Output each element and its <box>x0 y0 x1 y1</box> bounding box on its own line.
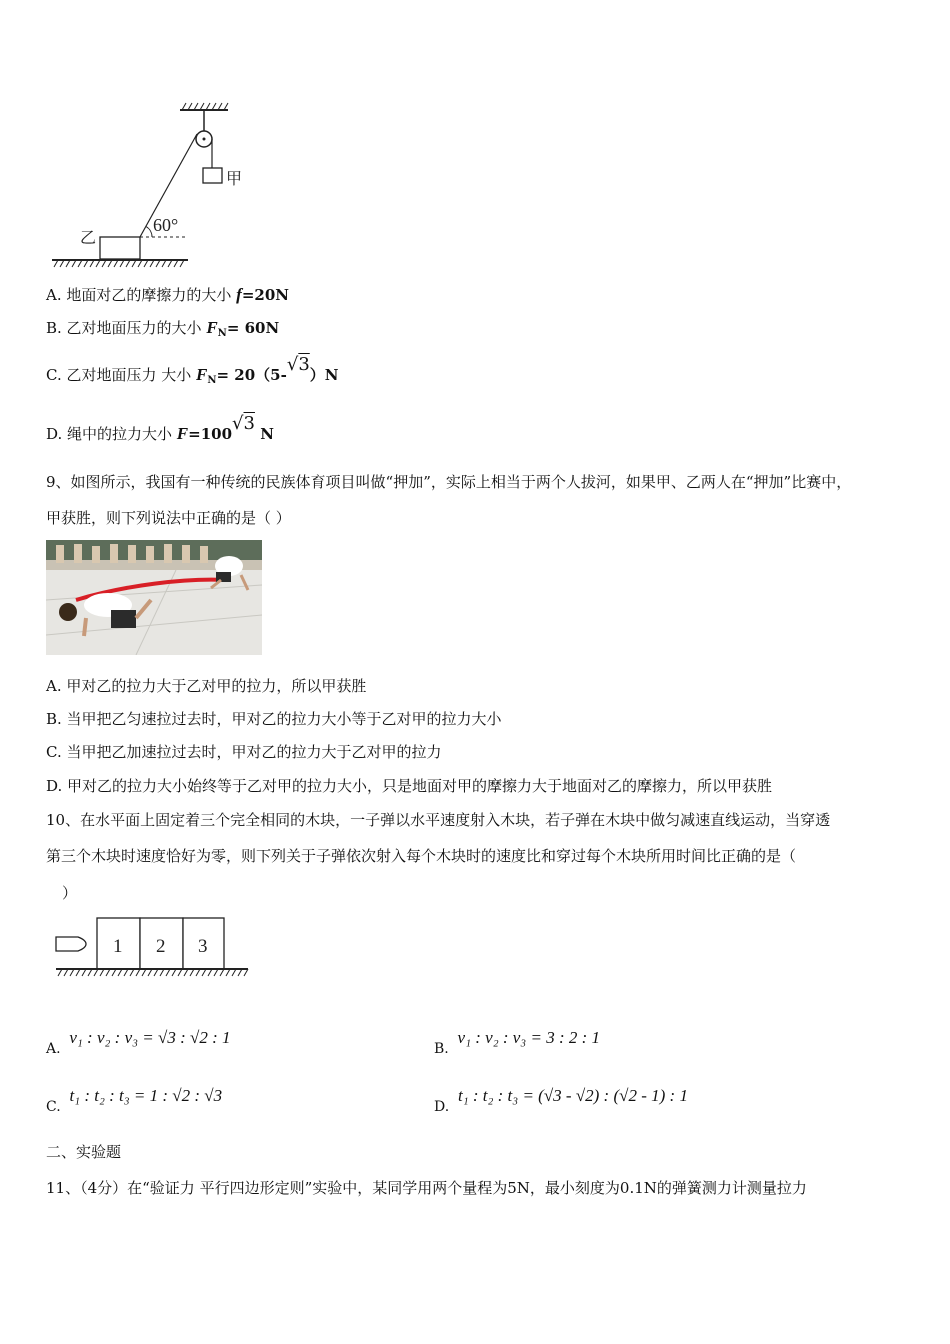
section-heading: 二、实验题 <box>46 1143 122 1161</box>
q10-stem-line3: ） <box>62 884 78 902</box>
angle-label: 60° <box>153 215 179 235</box>
block-label-3: 3 <box>198 936 208 957</box>
block-label-1: 1 <box>113 936 123 957</box>
q10-option-c: C. t₁ : t₂ : t₃ = 1 : √2 : √3 <box>46 1086 223 1115</box>
label-jia: 甲 <box>226 171 243 188</box>
q9-stem-line1: 9、如图所示，我国有一种传统的民族体育项目叫做“押加”，实际上相当于两个人拔河，如果甲、乙两人在“押加”比赛中， <box>46 473 852 491</box>
bullet-blocks-diagram <box>50 910 255 982</box>
q9-option-a: A. 甲对乙的拉力大于乙对甲的拉力，所以甲获胜 <box>46 677 367 695</box>
q10-stem-line2: 第三个木块时速度恰好为零，则下列关于子弹依次射入每个木块时的速度比和穿过每个木块所用时间比正确的是（ <box>46 847 797 865</box>
q9-option-d: D. 甲对乙的拉力大小始终等于乙对甲的拉力大小，只是地面对甲的摩擦力大于地面对乙的摩擦力，所以甲获胜 <box>46 777 773 795</box>
q10-option-b: B. v₁ : v₂ : v₃ = 3 : 2 : 1 <box>434 1028 601 1057</box>
tug-of-war-photo <box>46 540 262 655</box>
q8-option-a: A. 地面对乙的摩擦力的大小 f=20N <box>46 285 289 304</box>
q9-stem-line2: 甲获胜，则下列说法中正确的是（ ） <box>46 509 291 527</box>
q9-option-c: C. 当甲把乙加速拉过去时，甲对乙的拉力大于乙对甲的拉力 <box>46 743 442 761</box>
q8-option-d: D. 绳中的拉力大小 F=100√3 N <box>46 413 274 443</box>
q10-option-d: D. t₁ : t₂ : t₃ = (√3 - √2) : (√2 - 1) : 1 <box>434 1086 688 1115</box>
label-yi: 乙 <box>80 230 97 247</box>
q8-option-b: B. 乙对地面压力的大小 $F_N= 60N$ <box>46 318 280 339</box>
q10-option-a: A. v₁ : v₂ : v₃ = √3 : √2 : 1 <box>46 1028 231 1057</box>
q9-option-b: B. 当甲把乙匀速拉过去时，甲对乙的拉力大小等于乙对甲的拉力大小 <box>46 710 502 728</box>
pulley-diagram <box>40 98 270 273</box>
q8-option-c: C. 乙对地面压力 大小 $F_N= 20(5-√3)N$ <box>46 354 339 386</box>
q10-stem-line1: 10、在水平面上固定着三个完全相同的木块，一子弹以水平速度射入木块，若子弹在木块中做匀减速直线运动，当穿透 <box>46 811 831 829</box>
q11-stem: 11、（4分）在“验证力 平行四边形定则”实验中，某同学用两个量程为5N，最小刻度为0.1N的弹簧测力计测量拉力 <box>46 1179 807 1197</box>
block-label-2: 2 <box>156 936 166 957</box>
